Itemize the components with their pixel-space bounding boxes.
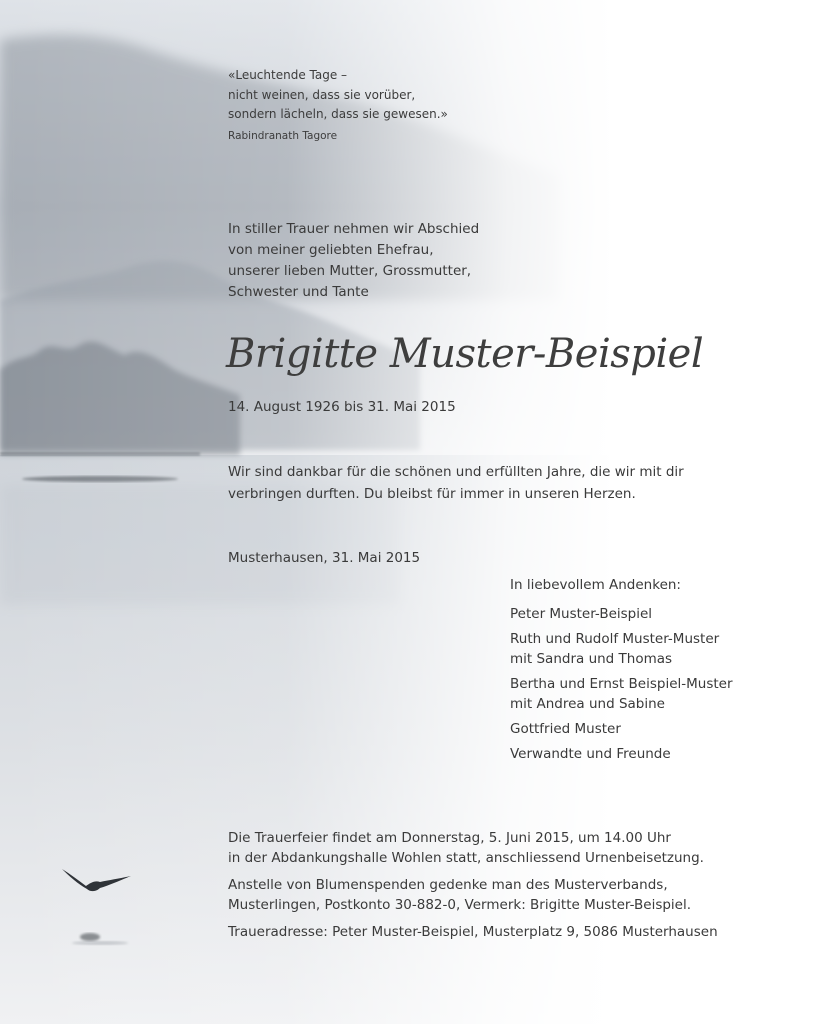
mourner-entry	[510, 719, 733, 739]
service-information	[228, 828, 718, 949]
quote-line: nicht weinen, dass sie vorüber,	[228, 87, 416, 102]
service-line: Die Trauerfeier findet am Donnerstag, 5. Juni 2015, um 14.00 Uhr	[228, 830, 671, 846]
mourner-line: Bertha und Ernst Beispiel-Muster	[510, 676, 733, 692]
mourner-line: Peter Muster-Beispiel	[510, 606, 653, 622]
mourners-heading: In liebevollem Andenken:	[510, 577, 681, 593]
mourner-line: Gottfried Muster	[510, 721, 621, 737]
quote-line: sondern lächeln, dass sie gewesen.»	[228, 107, 448, 121]
mourner-entry	[510, 604, 733, 624]
gratitude-message	[228, 461, 684, 505]
donation-details	[228, 875, 718, 915]
place-and-date: Musterhausen, 31. Mai 2015	[228, 550, 421, 566]
mourner-line: Verwandte und Freunde	[510, 746, 671, 762]
funeral-details	[228, 828, 718, 868]
intro-line: unserer lieben Mutter, Grossmutter,	[228, 263, 472, 279]
service-line: Traueradresse: Peter Muster-Beispiel, Musterplatz 9, 5086 Musterhausen	[228, 924, 718, 940]
farewell-intro	[228, 219, 479, 303]
intro-line: In stiller Trauer nehmen wir Abschied	[228, 221, 480, 237]
mourner-line: mit Andrea und Sabine	[510, 696, 665, 712]
mourners-list	[510, 575, 733, 769]
service-line: in der Abdankungshalle Wohlen statt, anschliessend Urnenbeisetzung.	[228, 850, 704, 866]
gratitude-line: verbringen durften. Du bleibst für immer in unseren Herzen.	[228, 486, 636, 502]
intro-line: Schwester und Tante	[228, 284, 369, 300]
deceased-name: Brigitte Muster-Beispiel	[226, 331, 704, 377]
mourner-entry	[510, 744, 733, 764]
life-dates: 14. August 1926 bis 31. Mai 2015	[228, 399, 456, 415]
service-line: Anstelle von Blumenspenden gedenke man des Musterverbands,	[228, 877, 668, 893]
mourner-entry	[510, 629, 733, 669]
quote-author: Rabindranath Tagore	[228, 129, 338, 142]
mourner-line: mit Sandra und Thomas	[510, 651, 673, 667]
quote-line: «Leuchtende Tage –	[228, 68, 348, 82]
mourning-address	[228, 922, 718, 942]
epigraph-quote	[228, 66, 448, 145]
mourner-entry	[510, 674, 733, 714]
gratitude-line: Wir sind dankbar für die schönen und erfüllten Jahre, die wir mit dir	[228, 464, 684, 480]
service-line: Musterlingen, Postkonto 30-882-0, Vermerk: Brigitte Muster-Beispiel.	[228, 897, 692, 913]
mourner-line: Ruth und Rudolf Muster-Muster	[510, 631, 720, 647]
intro-line: von meiner geliebten Ehefrau,	[228, 242, 434, 258]
